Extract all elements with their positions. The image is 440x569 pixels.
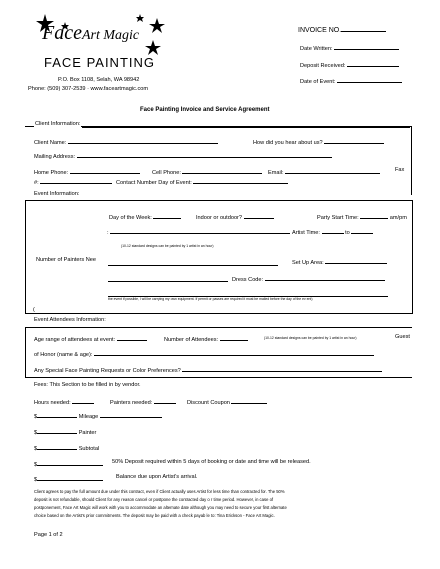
indoor-outdoor-field[interactable]: Indoor or outdoor? [196,212,274,221]
painter-field[interactable]: $ Painter [34,427,96,436]
star-icon [149,18,165,33]
client-section-label: Client Information: [35,121,81,127]
logo-art: Art Magic [81,28,140,43]
equipment-note: the event if possible, I will be carrying my own equipment. If permit or passes are required it must be mailed before the day of the ev ent) [108,297,313,301]
discount-coupon-field[interactable]: Discount Coupon [187,397,267,406]
page-title: Face Painting Invoice and Service Agreement [140,107,270,113]
email-field[interactable]: Email: [268,167,380,176]
designs-note: (10-12 standard designs can be painted by 1 artist in an hour) [121,244,214,248]
agreement-line-2: deposit is not refundable, should Client for any reason cancel or postpone the contracted day o r time period. However, in case of [34,497,274,502]
home-phone-field[interactable]: Home Phone: [34,167,140,176]
fax-label: Fax [395,167,405,173]
designs-note-2: (10-12 standard designs can be painted by 1 artist in an hour) [264,336,357,340]
fax-number-field[interactable]: #: [34,177,112,186]
client-top-line [82,127,410,128]
painters-needed-field[interactable]: Painters needed: [110,397,176,406]
mileage-field[interactable]: $ Mileage [34,411,162,420]
logo-script [42,22,139,45]
subtotal-field[interactable]: $ Subtotal [34,443,99,452]
logo-phone: Phone: (509) 307-2539 · www.faceartmagic.com [28,86,149,92]
logo-face: Face [42,22,82,44]
age-range-field[interactable]: Age range of attendees at event: [34,334,147,343]
mailing-address-field[interactable]: Mailing Address: [34,151,332,160]
client-name-field[interactable]: Client Name: [34,137,218,146]
agreement-line-4: choice based on the Artist’s prior commitments. The deposit may be paid with a check payab le to: Tina Erickson - Face Art Magic. [34,513,275,518]
date-written-field[interactable]: Date Written: [300,43,399,52]
guest-label: Guest [395,334,410,340]
balance-text: Balance due upon Artist’s arrival. [116,474,198,480]
deposit-field[interactable]: $ [34,459,103,468]
deposit-received-field[interactable]: Deposit Received: [300,60,399,69]
invoice-number-label: INVOICE NO. [298,25,386,34]
logo-title: FACE PAINTING [44,55,155,70]
cell-phone-field[interactable]: Cell Phone: [152,167,262,176]
event-paren: ( [33,307,35,313]
event-address-field[interactable]: : [107,227,290,236]
num-painters-label: Number of Painters Nee [36,257,97,263]
setup-area-field[interactable]: Set Up Area: [292,257,387,266]
hours-needed-field[interactable]: Hours needed: [34,397,94,406]
day-of-week-field[interactable]: Day of the Week: [109,212,181,221]
agreement-line-3: postponement, Face Art Magic will work with you to accommodate an alternate date although you may need to secure your first alternate [34,505,287,510]
page-number: Page 1 of 2 [34,532,63,538]
deposit-text: 50% Deposit required within 5 days of booking or date and time will be released. [112,459,311,465]
balance-field[interactable]: $ [34,474,103,483]
num-attendees-field[interactable]: Number of Attendees: [164,334,248,343]
date-of-event-field[interactable]: Date of Event: [300,76,402,85]
special-requests-field[interactable]: Any Special Face Painting Requests or Color Preferences? [34,365,382,374]
hear-about-field[interactable]: How did you hear about us? [253,137,384,146]
star-icon [136,14,144,22]
star-icon [145,40,161,55]
contact-number-field[interactable]: Contact Number Day of Event: [116,177,288,186]
guest-of-honor-field[interactable]: of Honor (name & age): [34,349,374,358]
dress-code-field[interactable]: Dress Code: [232,274,385,283]
logo-address: P.O. Box 1108, Selah, WA 98942 [58,77,140,83]
party-start-field[interactable]: Party Start Time: am/pm [317,212,407,221]
attendees-section-label: Event Attendees Information: [34,317,106,323]
fees-section-label: Fees: This Section to be filled in by vendor. [34,382,141,388]
agreement-line-1: Client agrees to pay the full amount due under this contract, even if Client actually uses Artist for less time than contracted for. The 50% [34,489,285,494]
event-section-label: Event Information: [34,191,80,197]
artist-time-field[interactable]: Artist Time: to [292,227,373,236]
